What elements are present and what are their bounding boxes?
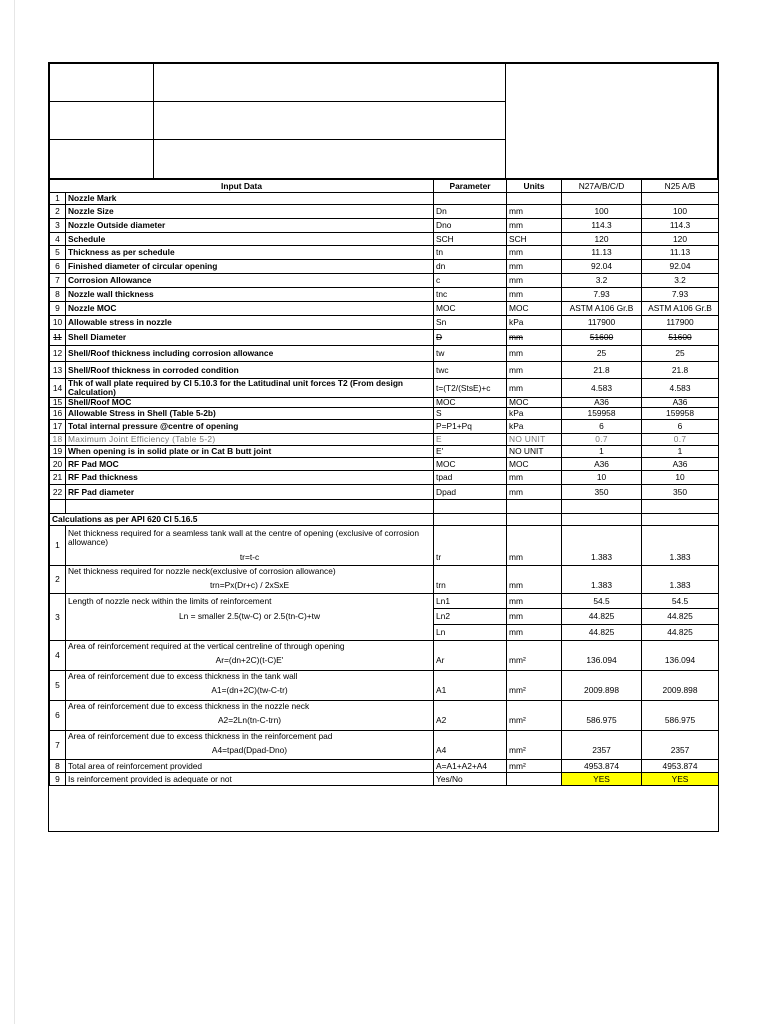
calc-row-2-param: trn <box>434 578 507 594</box>
input-row-param: dn <box>434 260 507 274</box>
input-row-param: tpad <box>434 471 507 485</box>
input-row-number: 7 <box>50 274 66 288</box>
input-row-description: Shell/Roof MOC <box>66 398 434 408</box>
calc-row-4-description: Area of reinforcement required at the vertical centreline of through opening <box>66 641 434 652</box>
calc-row-2-v2: 1.383 <box>642 578 719 594</box>
input-row-value-2: 100 <box>642 205 719 219</box>
input-row-description: Schedule <box>66 233 434 246</box>
calc-row-7-formula-text: A4=tpad(Dpad-Dno) <box>66 742 434 760</box>
calc-row-9-v1: YES <box>562 773 642 786</box>
input-row-number: 1 <box>50 193 66 205</box>
input-row-unit: kPa <box>507 408 562 420</box>
calc-row-3c-param: Ln <box>434 625 507 641</box>
input-row-description: RF Pad MOC <box>66 458 434 471</box>
title-block-cell-1 <box>49 63 154 102</box>
calc-row-1-number: 1 <box>50 526 66 566</box>
input-row-value-2: 159958 <box>642 408 719 420</box>
calc-row-2-formula <box>50 578 719 594</box>
input-row-param: MOC <box>434 302 507 316</box>
calc-row-2-v1: 1.383 <box>562 578 642 594</box>
calc-row-3c-v1: 44.825 <box>562 625 642 641</box>
calc-row-9-number: 9 <box>50 773 66 786</box>
input-row <box>50 288 719 302</box>
calc-row-7-desc <box>50 731 719 742</box>
input-row-number: 8 <box>50 288 66 302</box>
calc-row-1-desc <box>50 526 719 550</box>
input-row-number: 17 <box>50 420 66 434</box>
input-row-description: Nozzle wall thickness <box>66 288 434 302</box>
input-row <box>50 362 719 379</box>
calc-row-4-desc <box>50 641 719 652</box>
calc-row-8-v2: 4953.874 <box>642 760 719 773</box>
header-col2: N25 A/B <box>642 180 719 193</box>
input-row <box>50 420 719 434</box>
input-row-unit: mm <box>507 362 562 379</box>
input-row-value-1: 51600 <box>562 330 642 346</box>
input-row-value-1: 120 <box>562 233 642 246</box>
calc-row-7-v2: 2357 <box>642 742 719 760</box>
input-row-unit: kPa <box>507 420 562 434</box>
input-row-description: Corrosion Allowance <box>66 274 434 288</box>
input-row-value-2: 6 <box>642 420 719 434</box>
calc-row-3a-param: Ln1 <box>434 594 507 609</box>
title-block-cell-3 <box>49 101 154 140</box>
header-input-data: Input Data <box>50 180 434 193</box>
calc-row-8-number: 8 <box>50 760 66 773</box>
input-row-number: 10 <box>50 316 66 330</box>
input-row-unit: kPa <box>507 316 562 330</box>
input-row-unit: mm <box>507 260 562 274</box>
calc-row-2-desc <box>50 566 719 578</box>
input-row-value-1: 10 <box>562 471 642 485</box>
input-row-param: Dn <box>434 205 507 219</box>
input-row-value-2: A36 <box>642 398 719 408</box>
input-row-description: Allowable stress in nozzle <box>66 316 434 330</box>
data-table <box>49 179 719 798</box>
input-row-param: P=P1+Pq <box>434 420 507 434</box>
input-row-param: D <box>434 330 507 346</box>
calc-row-7-v1: 2357 <box>562 742 642 760</box>
input-row-number: 6 <box>50 260 66 274</box>
calc-row-5-description: Area of reinforcement due to excess thickness in the tank wall <box>66 671 434 682</box>
input-row <box>50 485 719 500</box>
input-row-number: 13 <box>50 362 66 379</box>
calc-row-3-formula-text: Ln = smaller 2.5(tw-C) or 2.5(tn-C)+tw <box>66 609 434 625</box>
input-row <box>50 408 719 420</box>
calc-row-3-description: Length of nozzle neck within the limits of reinforcement <box>66 594 434 609</box>
input-row-value-1: 114.3 <box>562 219 642 233</box>
calc-row-2-formula-text: trn=Px(Dr+c) / 2xSxE <box>66 578 434 594</box>
input-row-value-1: 6 <box>562 420 642 434</box>
calc-row-6-description: Area of reinforcement due to excess thickness in the nozzle neck <box>66 701 434 712</box>
calc-row-3c-v2: 44.825 <box>642 625 719 641</box>
input-row-value-2: A36 <box>642 458 719 471</box>
calc-row-1-description: Net thickness required for a seamless tank wall at the centre of opening (exclusive of corrosion allowance) <box>66 526 434 550</box>
calc-row-3b <box>50 609 719 625</box>
calc-row-3a-v2: 54.5 <box>642 594 719 609</box>
input-row-description: Thickness as per schedule <box>66 246 434 260</box>
input-row-param: Sn <box>434 316 507 330</box>
input-row <box>50 302 719 316</box>
input-row-param: S <box>434 408 507 420</box>
input-row-value-2: 21.8 <box>642 362 719 379</box>
calc-row-9 <box>50 773 719 786</box>
input-row <box>50 246 719 260</box>
calc-row-6-v1: 586.975 <box>562 712 642 731</box>
header-units: Units <box>507 180 562 193</box>
calc-row-4-param: Ar <box>434 652 507 671</box>
calc-row-8-v1: 4953.874 <box>562 760 642 773</box>
input-row-description: Maximum Joint Efficiency (Table 5-2) <box>66 434 434 446</box>
calc-row-7-formula <box>50 742 719 760</box>
input-row-value-1: 92.04 <box>562 260 642 274</box>
input-row-value-2: 92.04 <box>642 260 719 274</box>
calc-row-8-unit: mm² <box>507 760 562 773</box>
input-row-description: RF Pad thickness <box>66 471 434 485</box>
calc-row-8 <box>50 760 719 773</box>
header-col1: N27A/B/C/D <box>562 180 642 193</box>
input-row <box>50 193 719 205</box>
calc-row-1-param: tr <box>434 550 507 566</box>
calc-row-3-number: 3 <box>50 594 66 641</box>
input-row-value-2: ASTM A106 Gr.B <box>642 302 719 316</box>
input-row-number: 12 <box>50 346 66 362</box>
calc-row-6-v2: 586.975 <box>642 712 719 731</box>
input-row-description: Nozzle Size <box>66 205 434 219</box>
calc-row-4-formula <box>50 652 719 671</box>
calc-row-5-formula-text: A1=(dn+2C)(tw-C-tr) <box>66 682 434 701</box>
calc-row-9-param: Yes/No <box>434 773 507 786</box>
input-row-param: Dno <box>434 219 507 233</box>
input-row <box>50 398 719 408</box>
input-row-number: 11 <box>50 330 66 346</box>
calc-row-6-param: A2 <box>434 712 507 731</box>
input-row-number: 18 <box>50 434 66 446</box>
title-block-cell-2 <box>153 63 506 102</box>
calc-row-3b-v1: 44.825 <box>562 609 642 625</box>
input-row-param <box>434 193 507 205</box>
title-block-cell-5 <box>49 139 154 179</box>
calc-row-3b-v2: 44.825 <box>642 609 719 625</box>
input-row-unit: MOC <box>507 302 562 316</box>
header-parameter: Parameter <box>434 180 507 193</box>
calc-row-8-param: A=A1+A2+A4 <box>434 760 507 773</box>
calc-row-1-unit: mm <box>507 550 562 566</box>
calc-row-5-number: 5 <box>50 671 66 701</box>
input-row-param: t=(T2/(StsE)+c <box>434 379 507 398</box>
calc-row-3a-unit: mm <box>507 594 562 609</box>
calc-row-7-number: 7 <box>50 731 66 760</box>
input-row-unit: NO UNIT <box>507 434 562 446</box>
input-row-value-2: 7.93 <box>642 288 719 302</box>
input-row <box>50 219 719 233</box>
input-row-unit: SCH <box>507 233 562 246</box>
calc-row-5-unit: mm² <box>507 682 562 701</box>
calc-row-6-number: 6 <box>50 701 66 731</box>
input-row-unit <box>507 193 562 205</box>
input-row <box>50 330 719 346</box>
input-row <box>50 446 719 458</box>
input-row-description: Finished diameter of circular opening <box>66 260 434 274</box>
input-row-value-1: 1 <box>562 446 642 458</box>
input-row-description: Nozzle MOC <box>66 302 434 316</box>
input-row-value-1: A36 <box>562 398 642 408</box>
calc-row-3a-v1: 54.5 <box>562 594 642 609</box>
input-row-unit: mm <box>507 288 562 302</box>
trailing-row <box>50 786 719 798</box>
input-row-value-2: 1 <box>642 446 719 458</box>
calc-row-9-v2: YES <box>642 773 719 786</box>
input-row-value-1: 0.7 <box>562 434 642 446</box>
input-row-value-2 <box>642 193 719 205</box>
input-row-param: E <box>434 434 507 446</box>
input-row-value-1: 25 <box>562 346 642 362</box>
input-row-value-2: 0.7 <box>642 434 719 446</box>
input-row-number: 9 <box>50 302 66 316</box>
input-row-value-2: 51600 <box>642 330 719 346</box>
input-row <box>50 458 719 471</box>
input-row-unit: mm <box>507 379 562 398</box>
input-row-number: 21 <box>50 471 66 485</box>
input-row-description: When opening is in solid plate or in Cat B butt joint <box>66 446 434 458</box>
input-row-description: Thk of wall plate required by Cl 5.10.3 for the Latitudinal unit forces T2 (From design Calculation) <box>66 379 434 398</box>
calc-row-4-number: 4 <box>50 641 66 671</box>
calc-row-2-description: Net thickness required for nozzle neck(exclusive of corrosion allowance) <box>66 566 434 578</box>
input-row-number: 22 <box>50 485 66 500</box>
input-row-unit: mm <box>507 330 562 346</box>
calc-row-1-v2: 1.383 <box>642 550 719 566</box>
input-row-value-1: 4.583 <box>562 379 642 398</box>
calc-row-3c <box>50 625 719 641</box>
input-row-unit: mm <box>507 471 562 485</box>
input-row-value-1: 21.8 <box>562 362 642 379</box>
input-row <box>50 274 719 288</box>
input-row-unit: mm <box>507 246 562 260</box>
input-row-value-1: A36 <box>562 458 642 471</box>
input-row-param: MOC <box>434 458 507 471</box>
title-block-logo-area <box>505 63 718 179</box>
calc-row-9-description: Is reinforcement provided is adequate or not <box>66 773 434 786</box>
input-row-value-1: 100 <box>562 205 642 219</box>
calc-row-3b-unit: mm <box>507 609 562 625</box>
input-row-value-2: 25 <box>642 346 719 362</box>
calc-row-5-param: A1 <box>434 682 507 701</box>
page-margin-line <box>14 0 15 1024</box>
input-row <box>50 471 719 485</box>
input-row-value-2: 3.2 <box>642 274 719 288</box>
input-row-param: tw <box>434 346 507 362</box>
input-row-number: 19 <box>50 446 66 458</box>
input-row-value-2: 350 <box>642 485 719 500</box>
input-row-param: E' <box>434 446 507 458</box>
input-row-unit: mm <box>507 219 562 233</box>
calculation-sheet <box>48 62 719 832</box>
input-row-value-1: ASTM A106 Gr.B <box>562 302 642 316</box>
input-row <box>50 316 719 330</box>
input-row-value-2: 4.583 <box>642 379 719 398</box>
calc-row-6-formula <box>50 712 719 731</box>
input-row-value-1: 117900 <box>562 316 642 330</box>
input-row-value-1: 11.13 <box>562 246 642 260</box>
input-row-description: Allowable Stress in Shell (Table 5-2b) <box>66 408 434 420</box>
calc-row-5-desc <box>50 671 719 682</box>
input-row-value-1 <box>562 193 642 205</box>
input-row <box>50 260 719 274</box>
calc-row-7-param: A4 <box>434 742 507 760</box>
input-row-value-2: 120 <box>642 233 719 246</box>
spacer-row <box>50 500 719 514</box>
input-row <box>50 434 719 446</box>
calc-row-3b-param: Ln2 <box>434 609 507 625</box>
input-row-number: 2 <box>50 205 66 219</box>
input-row-unit: NO UNIT <box>507 446 562 458</box>
calc-row-5-formula <box>50 682 719 701</box>
calc-row-4-unit: mm² <box>507 652 562 671</box>
input-row-number: 16 <box>50 408 66 420</box>
input-row-unit: MOC <box>507 458 562 471</box>
calc-row-4-v1: 136.094 <box>562 652 642 671</box>
input-row-param: tn <box>434 246 507 260</box>
input-row-unit: mm <box>507 274 562 288</box>
calc-row-3a <box>50 594 719 609</box>
calc-row-7-description: Area of reinforcement due to excess thickness in the reinforcement pad <box>66 731 434 742</box>
input-row-value-1: 7.93 <box>562 288 642 302</box>
input-row-unit: mm <box>507 205 562 219</box>
input-row-unit: mm <box>507 346 562 362</box>
calc-row-4-formula-text: Ar=(dn+2C)(t-C)E' <box>66 652 434 671</box>
input-row-description: Shell/Roof thickness including corrosion allowance <box>66 346 434 362</box>
input-row-unit: mm <box>507 485 562 500</box>
calc-title-row <box>50 514 719 526</box>
input-row-number: 14 <box>50 379 66 398</box>
input-row <box>50 379 719 398</box>
calc-row-8-description: Total area of reinforcement provided <box>66 760 434 773</box>
input-row-description: Shell/Roof thickness in corroded condition <box>66 362 434 379</box>
calc-row-5-v1: 2009.898 <box>562 682 642 701</box>
calc-title: Calculations as per API 620 Cl 5.16.5 <box>50 514 434 526</box>
calc-row-2-number: 2 <box>50 566 66 594</box>
input-row-number: 4 <box>50 233 66 246</box>
calc-row-7-unit: mm² <box>507 742 562 760</box>
table-header-row <box>50 180 719 193</box>
calc-row-9-unit <box>507 773 562 786</box>
input-row-description: Nozzle Outside diameter <box>66 219 434 233</box>
input-row-value-1: 3.2 <box>562 274 642 288</box>
calc-row-1-formula <box>50 550 719 566</box>
input-row-param: c <box>434 274 507 288</box>
calc-row-3c-unit: mm <box>507 625 562 641</box>
input-row-number: 20 <box>50 458 66 471</box>
input-row-description: RF Pad diameter <box>66 485 434 500</box>
input-row-number: 15 <box>50 398 66 408</box>
input-row-value-2: 11.13 <box>642 246 719 260</box>
input-row <box>50 233 719 246</box>
input-row-number: 5 <box>50 246 66 260</box>
calc-row-2-unit: mm <box>507 578 562 594</box>
calc-row-6-desc <box>50 701 719 712</box>
input-row-param: SCH <box>434 233 507 246</box>
input-row-param: MOC <box>434 398 507 408</box>
input-row-value-2: 10 <box>642 471 719 485</box>
input-row-param: tnc <box>434 288 507 302</box>
input-row-value-2: 114.3 <box>642 219 719 233</box>
input-row-number: 3 <box>50 219 66 233</box>
calc-row-6-formula-text: A2=2Ln(tn-C-trn) <box>66 712 434 731</box>
title-block-cell-4 <box>153 101 506 140</box>
input-row-description: Nozzle Mark <box>66 193 434 205</box>
calc-row-4-v2: 136.094 <box>642 652 719 671</box>
input-row-description: Shell Diameter <box>66 330 434 346</box>
input-row-unit: MOC <box>507 398 562 408</box>
calc-row-5-v2: 2009.898 <box>642 682 719 701</box>
calc-row-6-unit: mm² <box>507 712 562 731</box>
input-row-value-2: 117900 <box>642 316 719 330</box>
input-row-param: twc <box>434 362 507 379</box>
input-row <box>50 205 719 219</box>
input-row-value-1: 159958 <box>562 408 642 420</box>
title-block-cell-6 <box>153 139 506 179</box>
calc-row-1-formula-text: tr=t-c <box>66 550 434 566</box>
input-row-value-1: 350 <box>562 485 642 500</box>
calc-row-1-v1: 1.383 <box>562 550 642 566</box>
input-row-description: Total internal pressure @centre of opening <box>66 420 434 434</box>
input-row-param: Dpad <box>434 485 507 500</box>
input-row <box>50 346 719 362</box>
